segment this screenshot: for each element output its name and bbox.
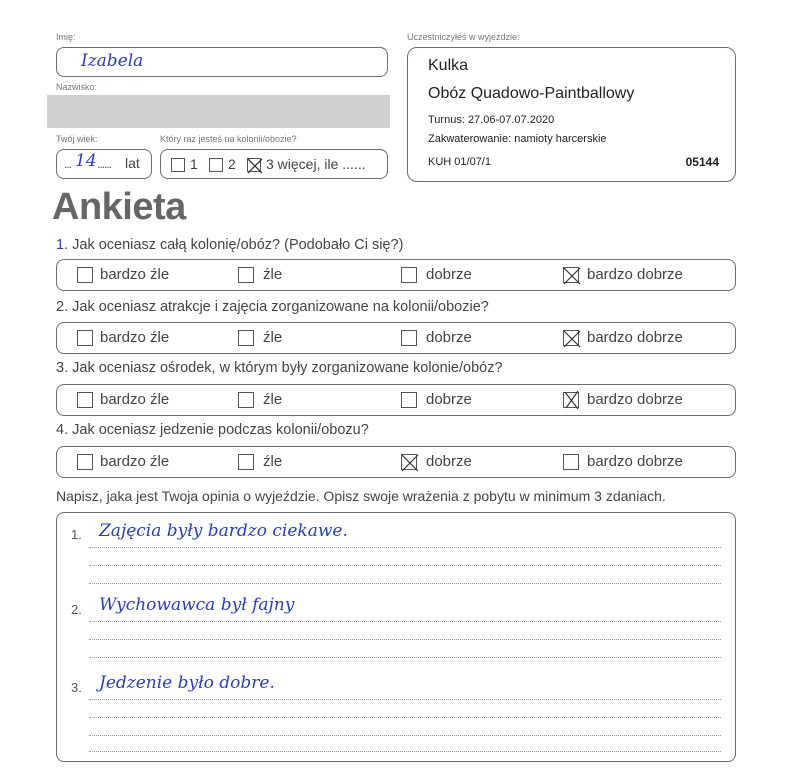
q2-option-bardzo-zle: bardzo źle xyxy=(100,329,170,346)
which-time-field xyxy=(160,149,388,179)
trip-number: 05144 xyxy=(685,155,719,169)
question-1-text: Jak oceniasz całą kolonię/obóz? (Podobało Ci się?) xyxy=(72,237,404,253)
first-name-handwriting: Izabela xyxy=(81,51,144,71)
age-unit: lat xyxy=(125,155,140,171)
last-name-label: Nazwisko: xyxy=(56,82,98,92)
which-time-checkbox-2[interactable] xyxy=(209,158,223,172)
age-handwriting: 14 xyxy=(75,151,97,171)
q1-checkbox-bardzo-dobrze-checked[interactable] xyxy=(563,267,579,283)
q1-option-zle: źle xyxy=(263,266,283,283)
which-time-option-3: 3 więcej, ile ...... xyxy=(266,156,366,172)
q1-checkbox-dobrze[interactable] xyxy=(401,267,417,283)
dotted-line xyxy=(89,717,721,718)
dotted-line xyxy=(89,735,721,736)
q4-option-dobrze: dobrze xyxy=(426,453,472,470)
dotted-line xyxy=(89,699,721,700)
q3-option-bardzo-dobrze: bardzo dobrze xyxy=(587,391,683,408)
trip-accommodation: Zakwaterowanie: namioty harcerskie xyxy=(428,133,607,145)
q4-checkbox-zle[interactable] xyxy=(238,454,254,470)
opinion-3-handwriting: Jedzenie było dobre. xyxy=(99,673,275,693)
dotted-line xyxy=(89,621,721,622)
question-4 xyxy=(56,422,369,438)
question-4-text: Jak oceniasz jedzenie podczas kolonii/obozu? xyxy=(72,422,369,438)
first-name-field[interactable] xyxy=(56,47,388,77)
opinion-2-number: 2. xyxy=(71,602,82,617)
q2-option-dobrze: dobrze xyxy=(426,329,472,346)
which-time-checkbox-1[interactable] xyxy=(171,158,185,172)
q2-checkbox-bardzo-dobrze-checked[interactable] xyxy=(563,330,579,346)
age-dots-after: ...... xyxy=(97,157,112,171)
q4-checkbox-dobrze-checked[interactable] xyxy=(401,454,417,470)
which-time-option-1: 1 xyxy=(190,156,198,172)
checkmark-x-icon xyxy=(563,390,581,410)
q2-checkbox-dobrze[interactable] xyxy=(401,330,417,346)
q2-checkbox-zle[interactable] xyxy=(238,330,254,346)
q3-option-dobrze: dobrze xyxy=(426,391,472,408)
age-field[interactable] xyxy=(56,149,152,179)
which-time-label: Który raz jesteś na kolonii/obozie? xyxy=(160,134,297,144)
question-3 xyxy=(56,360,503,376)
dotted-line xyxy=(89,583,721,584)
opinion-2-handwriting: Wychowawca był fajny xyxy=(99,595,295,615)
q3-checkbox-bardzo-dobrze-checked[interactable] xyxy=(563,392,579,408)
q3-checkbox-bardzo-zle[interactable] xyxy=(77,392,93,408)
q4-option-zle: źle xyxy=(263,453,283,470)
page-title: Ankieta xyxy=(52,186,186,228)
question-3-text: Jak oceniasz ośrodek, w którym były zorganizowane kolonie/obóz? xyxy=(72,360,503,376)
age-label: Twój wiek: xyxy=(56,134,98,144)
question-2-options xyxy=(56,322,736,354)
age-dots-before: ... xyxy=(64,157,72,171)
which-time-option-2: 2 xyxy=(228,156,236,172)
participant-label: Uczestniczyłeś w wyjeździe: xyxy=(407,32,520,42)
checkmark-x-icon xyxy=(563,267,581,285)
question-4-number: 4. xyxy=(56,422,69,438)
q4-option-bardzo-dobrze: bardzo dobrze xyxy=(587,453,683,470)
checkmark-x-icon xyxy=(563,330,581,348)
checkmark-x-icon xyxy=(401,454,419,472)
question-1-options xyxy=(56,259,736,291)
question-1 xyxy=(56,237,403,253)
q1-option-bardzo-dobrze: bardzo dobrze xyxy=(587,266,683,283)
opinion-3-number: 3. xyxy=(71,680,82,695)
trip-turnus: Turnus: 27.06-07.07.2020 xyxy=(428,114,555,126)
q3-checkbox-dobrze[interactable] xyxy=(401,392,417,408)
dotted-line xyxy=(89,657,721,658)
which-time-checkbox-3-checked[interactable] xyxy=(247,158,261,172)
opinion-1-handwriting: Zajęcia były bardzo ciekawe. xyxy=(99,521,348,541)
dotted-line xyxy=(89,547,721,548)
trip-line-1: Kulka xyxy=(428,57,469,74)
opinion-1-number: 1. xyxy=(71,527,82,542)
q1-checkbox-zle[interactable] xyxy=(238,267,254,283)
dotted-line xyxy=(89,565,721,566)
q2-checkbox-bardzo-zle[interactable] xyxy=(77,330,93,346)
checkmark-x-icon xyxy=(247,158,263,174)
q1-option-bardzo-zle: bardzo źle xyxy=(100,266,170,283)
q2-option-bardzo-dobrze: bardzo dobrze xyxy=(587,329,683,346)
q1-option-dobrze: dobrze xyxy=(426,266,472,283)
q3-option-bardzo-zle: bardzo źle xyxy=(100,391,170,408)
last-name-redaction xyxy=(47,95,390,128)
dotted-line xyxy=(89,751,721,752)
dotted-line xyxy=(89,639,721,640)
q4-checkbox-bardzo-zle[interactable] xyxy=(77,454,93,470)
q4-checkbox-bardzo-dobrze[interactable] xyxy=(563,454,579,470)
question-3-options xyxy=(56,384,736,416)
question-4-options xyxy=(56,446,736,478)
q2-option-zle: źle xyxy=(263,329,283,346)
q4-option-bardzo-zle: bardzo źle xyxy=(100,453,170,470)
question-3-number: 3. xyxy=(56,360,69,376)
trip-code: KUH 01/07/1 xyxy=(428,156,491,168)
trip-info-box xyxy=(407,47,736,182)
first-name-label: Imię: xyxy=(56,32,76,42)
question-1-number: 1. xyxy=(56,237,69,253)
q3-option-zle: źle xyxy=(263,391,283,408)
q1-checkbox-bardzo-zle[interactable] xyxy=(77,267,93,283)
question-2 xyxy=(56,299,489,315)
question-2-number: 2. xyxy=(56,299,69,315)
opinion-prompt: Napisz, jaka jest Twoja opinia o wyjeździe. Opisz swoje wrażenia z pobytu w minimum 3 zdaniach. xyxy=(56,488,666,504)
q3-checkbox-zle[interactable] xyxy=(238,392,254,408)
trip-line-2: Obóz Quadowo-Paintballowy xyxy=(428,85,635,102)
opinion-box[interactable] xyxy=(56,512,736,762)
question-2-text: Jak oceniasz atrakcje i zajęcia zorganizowane na kolonii/obozie? xyxy=(72,299,489,315)
